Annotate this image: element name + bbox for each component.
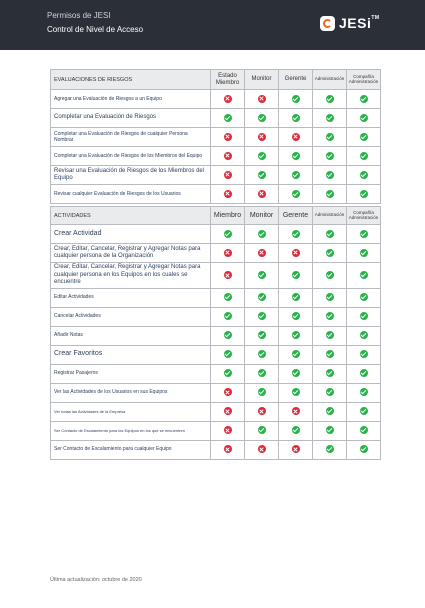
check-icon: [326, 426, 334, 434]
check-icon: [360, 249, 368, 257]
check-icon: [292, 114, 300, 122]
role-header: Compañía Administración: [347, 70, 381, 90]
check-icon: [224, 230, 232, 238]
permission-label: Revisar una Evaluación de Riesgos de los Miembros del Equipo: [51, 166, 211, 185]
permission-cell: [347, 421, 381, 440]
permission-cell: [211, 244, 245, 263]
check-icon: [224, 114, 232, 122]
permission-cell: [279, 90, 313, 109]
check-icon: [326, 445, 334, 453]
role-header: Administración: [313, 70, 347, 90]
permission-cell: [211, 128, 245, 147]
permission-cell: [347, 90, 381, 109]
check-icon: [292, 190, 300, 198]
permission-cell: [245, 364, 279, 383]
check-icon: [326, 331, 334, 339]
check-icon: [258, 369, 266, 377]
check-icon: [360, 271, 368, 279]
role-header: Gerente: [279, 207, 313, 225]
check-icon: [258, 388, 266, 396]
check-icon: [360, 171, 368, 179]
permission-cell: [313, 364, 347, 383]
permission-cell: [279, 383, 313, 402]
check-icon: [292, 152, 300, 160]
permission-cell: [245, 383, 279, 402]
check-icon: [360, 369, 368, 377]
permission-cell: [211, 345, 245, 364]
check-icon: [258, 114, 266, 122]
check-icon: [326, 95, 334, 103]
permission-cell: [211, 326, 245, 345]
permission-cell: [211, 109, 245, 128]
permission-cell: [279, 402, 313, 421]
permission-cell: [211, 147, 245, 166]
permission-cell: [313, 166, 347, 185]
permission-cell: [211, 90, 245, 109]
jesi-logo-icon: [320, 16, 335, 31]
permission-cell: [347, 128, 381, 147]
table-row: [51, 185, 381, 204]
check-icon: [258, 426, 266, 434]
table-row: [51, 263, 381, 289]
permission-cell: [347, 147, 381, 166]
permission-cell: [279, 345, 313, 364]
check-icon: [224, 350, 232, 358]
permission-cell: [313, 185, 347, 204]
table-row: [51, 90, 381, 109]
table-row: [51, 128, 381, 147]
permission-cell: [245, 185, 279, 204]
check-icon: [360, 114, 368, 122]
permission-label: Completar una Evaluación de Riesgos de los Miembros del Equipo: [51, 147, 211, 166]
cross-icon: [224, 426, 232, 434]
table-row: [51, 225, 381, 244]
permission-cell: [279, 364, 313, 383]
cross-icon: [258, 95, 266, 103]
cross-icon: [258, 190, 266, 198]
role-header: Monitor: [245, 70, 279, 90]
check-icon: [258, 271, 266, 279]
permission-cell: [245, 147, 279, 166]
cross-icon: [292, 445, 300, 453]
permission-cell: [347, 263, 381, 289]
check-icon: [292, 95, 300, 103]
check-icon: [360, 133, 368, 141]
check-icon: [360, 95, 368, 103]
permission-cell: [211, 421, 245, 440]
permission-cell: [313, 440, 347, 459]
check-icon: [224, 312, 232, 320]
check-icon: [292, 293, 300, 301]
check-icon: [360, 407, 368, 415]
role-header: Monitor: [245, 207, 279, 225]
cross-icon: [224, 445, 232, 453]
permission-cell: [313, 225, 347, 244]
permission-cell: [211, 225, 245, 244]
table-row: [51, 307, 381, 326]
check-icon: [258, 152, 266, 160]
permission-cell: [313, 109, 347, 128]
permission-cell: [279, 440, 313, 459]
permission-cell: [245, 288, 279, 307]
permission-cell: [245, 421, 279, 440]
permission-label: Editar Actividades: [51, 288, 211, 307]
permission-label: Completar una Evaluación de Riesgos: [51, 109, 211, 128]
logo-text: JESi™: [339, 15, 380, 31]
permission-cell: [279, 166, 313, 185]
permission-cell: [347, 185, 381, 204]
cross-icon: [224, 95, 232, 103]
check-icon: [360, 293, 368, 301]
check-icon: [326, 114, 334, 122]
check-icon: [326, 388, 334, 396]
cross-icon: [224, 388, 232, 396]
table-row: [51, 288, 381, 307]
permission-cell: [245, 90, 279, 109]
table-row: [51, 383, 381, 402]
check-icon: [360, 190, 368, 198]
permission-cell: [245, 166, 279, 185]
permission-label: Ser Contacto de Escalamiento para cualquier Equipo: [51, 440, 211, 459]
permission-cell: [211, 185, 245, 204]
check-icon: [326, 407, 334, 415]
permission-cell: [279, 288, 313, 307]
permission-cell: [211, 402, 245, 421]
permission-cell: [211, 166, 245, 185]
check-icon: [292, 312, 300, 320]
permission-label: Registrar Pasajeros: [51, 364, 211, 383]
check-icon: [224, 331, 232, 339]
check-icon: [326, 369, 334, 377]
permission-cell: [313, 263, 347, 289]
check-icon: [326, 171, 334, 179]
cross-icon: [224, 171, 232, 179]
check-icon: [258, 312, 266, 320]
risk-assessment-table: [50, 69, 381, 204]
permission-cell: [347, 402, 381, 421]
permission-cell: [245, 109, 279, 128]
permission-cell: [279, 147, 313, 166]
check-icon: [292, 350, 300, 358]
permission-cell: [313, 147, 347, 166]
check-icon: [360, 331, 368, 339]
permission-cell: [347, 383, 381, 402]
permission-cell: [245, 440, 279, 459]
role-header: Compañía Administración: [347, 207, 381, 225]
table-row: [51, 421, 381, 440]
permission-cell: [347, 288, 381, 307]
check-icon: [292, 230, 300, 238]
permission-cell: [245, 402, 279, 421]
permission-cell: [347, 244, 381, 263]
check-icon: [292, 388, 300, 396]
permission-label: Crear Actividad: [51, 225, 211, 244]
permission-cell: [279, 244, 313, 263]
permission-cell: [211, 440, 245, 459]
permission-cell: [279, 263, 313, 289]
permission-cell: [279, 128, 313, 147]
permission-cell: [347, 440, 381, 459]
permission-cell: [347, 225, 381, 244]
check-icon: [326, 152, 334, 160]
check-icon: [326, 350, 334, 358]
permission-label: Revisar cualquier Evaluación de Riesgos de los Usuarios: [51, 185, 211, 204]
cross-icon: [224, 407, 232, 415]
permission-cell: [211, 364, 245, 383]
table-row: [51, 147, 381, 166]
permission-cell: [245, 263, 279, 289]
check-icon: [292, 369, 300, 377]
permission-cell: [347, 109, 381, 128]
check-icon: [292, 271, 300, 279]
role-header: Miembro: [211, 207, 245, 225]
table-row: [51, 109, 381, 128]
table-heading: EVALUACIONES DE RIESGOS: [51, 70, 211, 90]
cross-icon: [224, 271, 232, 279]
permission-cell: [245, 225, 279, 244]
permission-cell: [347, 364, 381, 383]
document-title: Permisos de JESI: [47, 11, 111, 20]
check-icon: [360, 426, 368, 434]
role-header: Estado Miembro: [211, 70, 245, 90]
permission-cell: [245, 128, 279, 147]
check-icon: [258, 293, 266, 301]
permission-cell: [313, 128, 347, 147]
table-heading: ACTIVIDADES: [51, 207, 211, 225]
permission-cell: [347, 345, 381, 364]
check-icon: [360, 152, 368, 160]
cross-icon: [224, 249, 232, 257]
last-updated-note: Última actualización: octubre de 2020: [50, 577, 142, 583]
permission-cell: [279, 225, 313, 244]
permission-cell: [279, 109, 313, 128]
permission-cell: [211, 383, 245, 402]
permission-cell: [245, 244, 279, 263]
check-icon: [258, 171, 266, 179]
permission-cell: [313, 307, 347, 326]
permission-label: Añadir Notas: [51, 326, 211, 345]
permission-cell: [313, 288, 347, 307]
table-row: [51, 402, 381, 421]
permission-cell: [313, 326, 347, 345]
check-icon: [326, 293, 334, 301]
permission-label: Ver todas las Actividades de la Empresa: [51, 402, 211, 421]
permission-cell: [279, 326, 313, 345]
permission-cell: [245, 307, 279, 326]
check-icon: [326, 230, 334, 238]
check-icon: [258, 230, 266, 238]
check-icon: [360, 445, 368, 453]
permission-label: Agregar una Evaluación de Riesgos a un Equipo: [51, 90, 211, 109]
check-icon: [292, 426, 300, 434]
table-row: [51, 364, 381, 383]
check-icon: [258, 350, 266, 358]
cross-icon: [224, 133, 232, 141]
role-header: Administración: [313, 207, 347, 225]
permission-cell: [279, 421, 313, 440]
page-header: [0, 0, 425, 50]
permission-cell: [313, 383, 347, 402]
permission-cell: [313, 402, 347, 421]
table-row: [51, 326, 381, 345]
cross-icon: [258, 445, 266, 453]
cross-icon: [224, 190, 232, 198]
cross-icon: [292, 249, 300, 257]
check-icon: [224, 369, 232, 377]
permission-label: Cancelar Actividades: [51, 307, 211, 326]
permission-cell: [347, 307, 381, 326]
table-row: [51, 440, 381, 459]
permission-cell: [347, 326, 381, 345]
permission-cell: [245, 326, 279, 345]
check-icon: [292, 331, 300, 339]
document-subtitle: Control de Nivel de Acceso: [47, 25, 144, 34]
permission-cell: [313, 345, 347, 364]
permission-label: Crear, Editar, Cancelar, Registrar y Agregar Notas para cualquier persona de la Organización: [51, 244, 211, 263]
table-row: [51, 166, 381, 185]
check-icon: [326, 190, 334, 198]
check-icon: [360, 312, 368, 320]
permission-cell: [245, 345, 279, 364]
permission-label: Ver las Actividades de los Usuarios en sus Equipos: [51, 383, 211, 402]
permission-cell: [211, 307, 245, 326]
permission-cell: [279, 307, 313, 326]
check-icon: [360, 350, 368, 358]
permission-label: Ser Contacto de Escalamiento para los Equipos en los que se encuentren: [51, 421, 211, 440]
cross-icon: [258, 133, 266, 141]
check-icon: [360, 388, 368, 396]
permission-cell: [347, 166, 381, 185]
cross-icon: [292, 407, 300, 415]
check-icon: [326, 249, 334, 257]
check-icon: [292, 171, 300, 179]
permission-label: Completar una Evaluación de Riesgos de cualquier Persona Nombrar: [51, 128, 211, 147]
check-icon: [326, 271, 334, 279]
permission-label: Crear, Editar, Cancelar, Registrar y Agregar Notas para cualquier persona en los Equipos en los cuales se encuentre: [51, 263, 211, 289]
check-icon: [224, 293, 232, 301]
table-row: [51, 345, 381, 364]
role-header: Gerente: [279, 70, 313, 90]
check-icon: [360, 230, 368, 238]
permission-cell: [211, 263, 245, 289]
table-row: [51, 244, 381, 263]
check-icon: [326, 133, 334, 141]
cross-icon: [224, 152, 232, 160]
permission-cell: [313, 244, 347, 263]
jesi-logo: [320, 15, 380, 31]
permission-cell: [313, 90, 347, 109]
cross-icon: [258, 249, 266, 257]
check-icon: [326, 312, 334, 320]
cross-icon: [292, 133, 300, 141]
cross-icon: [258, 407, 266, 415]
activities-table: [50, 206, 381, 460]
check-icon: [258, 331, 266, 339]
permission-label: Crear Favoritos: [51, 345, 211, 364]
permission-cell: [313, 421, 347, 440]
permission-cell: [279, 185, 313, 204]
permission-cell: [211, 288, 245, 307]
